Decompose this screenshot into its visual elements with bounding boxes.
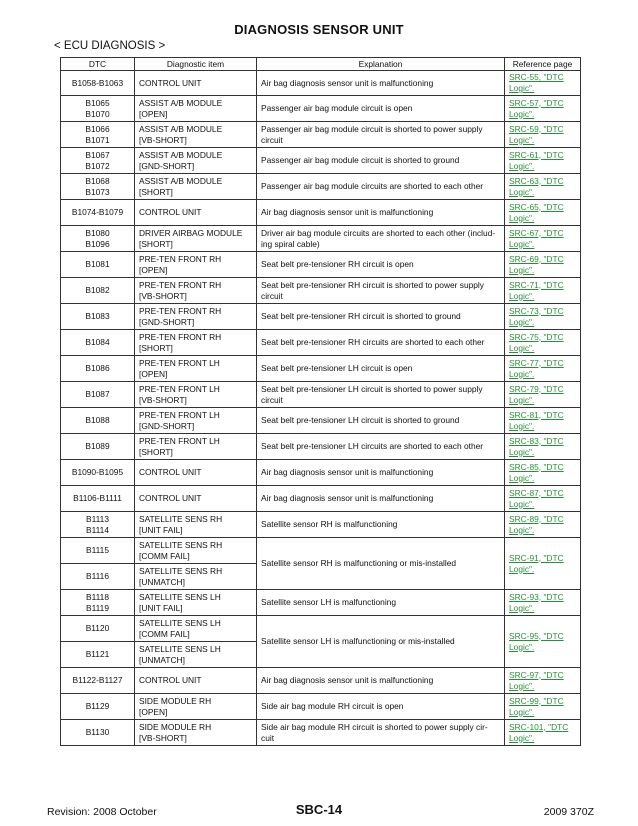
reference-link-cell[interactable] (505, 330, 581, 356)
diagnostic-item-cell (135, 174, 257, 200)
diagnostic-item-cell-line: CONTROL UNIT (139, 675, 202, 685)
explanation-cell (257, 538, 505, 590)
diagnostic-item-cell-line: ASSIST A/B MODULE (139, 175, 223, 186)
diagnostic-item-cell-line: ASSIST A/B MODULE (139, 149, 223, 160)
reference-link-cell[interactable] (505, 226, 581, 252)
diagnostic-item-cell-line: [GND-SHORT] (139, 160, 195, 171)
explanation-cell-line: ing spiral cable) (261, 238, 320, 249)
diagnostic-item-cell (135, 720, 257, 746)
explanation-cell-line: Side air bag module RH circuit is open (261, 701, 404, 711)
reference-link[interactable]: SRC-77, "DTC (509, 357, 564, 368)
explanation-cell-line: Satellite sensor LH is malfunctioning (261, 597, 396, 607)
table-row (61, 122, 581, 148)
reference-link[interactable]: Logic". (509, 264, 535, 275)
reference-link[interactable]: SRC-101, "DTC (509, 721, 569, 732)
footer-model: 2009 370Z (543, 806, 594, 818)
explanation-cell-line: Passenger air bag module circuit is shorted to ground (261, 155, 460, 165)
reference-link-cell[interactable] (505, 148, 581, 174)
explanation-cell-line: Air bag diagnosis sensor unit is malfunctioning (261, 467, 434, 477)
diagnostic-item-cell (135, 408, 257, 434)
reference-link[interactable]: Logic". (509, 680, 535, 691)
dtc-cell-line: B1071 (85, 134, 110, 145)
table-row (61, 538, 581, 564)
dtc-cell-line: B1121 (85, 649, 110, 659)
reference-link[interactable]: SRC-65, "DTC (509, 201, 564, 212)
footer-revision: Revision: 2008 October (47, 806, 157, 818)
diagnostic-item-cell (135, 538, 257, 564)
dtc-cell-line: B1067 (85, 149, 110, 160)
diagnostic-item-cell (135, 200, 257, 226)
dtc-cell (61, 148, 135, 174)
explanation-cell-line: Seat belt pre-tensioner RH circuit is shorted to power supply (261, 279, 484, 290)
dtc-cell (61, 252, 135, 278)
reference-link[interactable]: Logic". (509, 641, 535, 652)
table-row (61, 226, 581, 252)
reference-link[interactable]: Logic". (509, 83, 535, 93)
dtc-cell-line: B1122-B1127 (72, 675, 123, 685)
diagnostic-item-cell-line: CONTROL UNIT (139, 207, 202, 217)
dtc-cell (61, 330, 135, 356)
dtc-cell (61, 486, 135, 512)
diagnostic-item-cell (135, 278, 257, 304)
reference-link[interactable]: Logic". (509, 706, 535, 717)
reference-link-cell[interactable] (505, 486, 581, 512)
explanation-cell (257, 694, 505, 720)
dtc-cell-line: B1086 (85, 363, 110, 373)
reference-link[interactable]: Logic". (509, 420, 535, 431)
reference-link-cell[interactable] (505, 512, 581, 538)
reference-link[interactable]: SRC-89, "DTC (509, 513, 564, 524)
reference-link[interactable]: Logic". (509, 394, 535, 405)
diagnostic-item-cell-line: PRE-TEN FRONT RH (139, 305, 222, 316)
reference-link[interactable]: SRC-95, "DTC (509, 630, 564, 641)
reference-link[interactable]: SRC-83, "DTC (509, 435, 564, 446)
reference-link[interactable]: Logic". (509, 212, 535, 223)
reference-link[interactable]: Logic". (509, 186, 535, 197)
explanation-cell-line: circuit (261, 394, 283, 405)
explanation-cell (257, 226, 505, 252)
explanation-cell-line: Air bag diagnosis sensor unit is malfunctioning (261, 77, 434, 88)
diagnostic-item-cell-line: CONTROL UNIT (139, 77, 202, 88)
dtc-cell (61, 720, 135, 746)
dtc-cell-line: B1080 (85, 227, 110, 238)
reference-link-cell[interactable] (505, 71, 581, 96)
reference-link[interactable]: Logic". (509, 290, 535, 301)
explanation-cell (257, 148, 505, 174)
dtc-cell (61, 174, 135, 200)
explanation-cell-line: circuit (261, 290, 283, 301)
dtc-cell (61, 356, 135, 382)
table-row (61, 382, 581, 408)
reference-link[interactable]: SRC-75, "DTC (509, 331, 564, 342)
diagnostic-item-cell-line: [SHORT] (139, 342, 173, 353)
reference-link[interactable]: SRC-97, "DTC (509, 669, 564, 680)
dtc-cell-line: B1088 (85, 415, 110, 425)
dtc-cell-line: B1116 (86, 571, 109, 581)
diagnostic-item-cell-line: [SHORT] (139, 186, 173, 197)
dtc-cell (61, 122, 135, 148)
diagnostic-item-cell-line: [SHORT] (139, 238, 173, 249)
diagnostic-item-cell (135, 564, 257, 590)
reference-link-cell[interactable] (505, 278, 581, 304)
diagnostic-item-cell-line: SATELLITE SENS RH (139, 539, 223, 550)
reference-link[interactable]: SRC-79, "DTC (509, 383, 564, 394)
table-row (61, 460, 581, 486)
reference-link[interactable]: SRC-73, "DTC (509, 305, 564, 316)
diagnostic-item-cell (135, 330, 257, 356)
reference-link-cell[interactable] (505, 434, 581, 460)
header-dtc: DTC (61, 58, 135, 71)
diagnostic-item-cell-line: [GND-SHORT] (139, 316, 195, 327)
explanation-cell (257, 512, 505, 538)
diagnostic-item-cell-line: [SHORT] (139, 446, 173, 457)
dtc-cell-line: B1084 (85, 337, 110, 347)
reference-link[interactable]: SRC-67, "DTC (509, 227, 564, 238)
diagnostic-item-cell-line: PRE-TEN FRONT RH (139, 331, 222, 342)
explanation-cell (257, 96, 505, 122)
explanation-cell-line: Seat belt pre-tensioner LH circuit is open (261, 363, 413, 373)
reference-link[interactable]: Logic". (509, 108, 535, 119)
explanation-cell-line: Satellite sensor RH is malfunctioning or mis-installed (261, 558, 457, 568)
table-row (61, 668, 581, 694)
table-row (61, 96, 581, 122)
reference-link[interactable]: SRC-93, "DTC (509, 591, 564, 602)
dtc-cell-line: B1087 (85, 389, 110, 399)
reference-link-cell[interactable] (505, 304, 581, 330)
diagnostic-item-cell (135, 71, 257, 96)
dtc-cell-line: B1114 (86, 524, 109, 535)
dtc-cell-line: B1081 (85, 259, 110, 269)
dtc-cell-line: B1072 (85, 160, 110, 171)
dtc-cell-line: B1089 (85, 441, 110, 451)
reference-link[interactable]: SRC-61, "DTC (509, 149, 564, 160)
header-explanation: Explanation (257, 58, 505, 71)
dtc-cell (61, 382, 135, 408)
table-row (61, 486, 581, 512)
explanation-cell (257, 590, 505, 616)
dtc-cell (61, 408, 135, 434)
table-row (61, 252, 581, 278)
explanation-cell (257, 71, 505, 96)
dtc-cell-line: B1083 (85, 311, 110, 321)
explanation-cell (257, 304, 505, 330)
table-row (61, 71, 581, 96)
diagnostic-item-cell-line: SATELLITE SENS LH (139, 643, 221, 654)
diagnostic-item-cell-line: PRE-TEN FRONT LH (139, 383, 220, 394)
dtc-cell (61, 96, 135, 122)
diagnostic-item-cell-line: SATELLITE SENS LH (139, 591, 221, 602)
explanation-cell (257, 200, 505, 226)
diagnostic-item-cell (135, 616, 257, 642)
diagnostic-item-cell-line: PRE-TEN FRONT RH (139, 253, 222, 264)
diagnostic-item-cell-line: [VB-SHORT] (139, 290, 187, 301)
dtc-cell-line: B1130 (85, 727, 110, 737)
section-label: < ECU DIAGNOSIS > (54, 40, 166, 52)
diagnostic-item-cell-line: [OPEN] (139, 706, 168, 717)
dtc-cell (61, 278, 135, 304)
diagnostic-item-cell (135, 304, 257, 330)
reference-link-cell[interactable] (505, 694, 581, 720)
diagnostic-item-cell (135, 460, 257, 486)
reference-link[interactable]: SRC-63, "DTC (509, 175, 564, 186)
explanation-cell (257, 278, 505, 304)
dtc-cell (61, 434, 135, 460)
diagnostic-item-cell-line: DRIVER AIRBAG MODULE (139, 227, 243, 238)
table-row (61, 512, 581, 538)
explanation-cell (257, 408, 505, 434)
diagnostic-item-cell-line: [GND-SHORT] (139, 420, 195, 431)
diagnostic-item-cell-line: [UNMATCH] (139, 576, 185, 587)
explanation-cell-line: Seat belt pre-tensioner LH circuit is shorted to power supply (261, 383, 483, 394)
explanation-cell (257, 668, 505, 694)
header-reference-page: Reference page (505, 58, 581, 71)
dtc-cell-line: B1066 (85, 123, 110, 134)
diagnostic-item-cell-line: SATELLITE SENS RH (139, 565, 223, 576)
table-row (61, 148, 581, 174)
explanation-cell-line: cuit (261, 732, 275, 743)
diagnostic-item-cell-line: [VB-SHORT] (139, 732, 187, 743)
diagnostic-item-cell-line: [COMM FAIL] (139, 628, 190, 639)
reference-link[interactable]: Logic". (509, 160, 535, 171)
explanation-cell-line: Air bag diagnosis sensor unit is malfunctioning (261, 675, 434, 685)
diagnostic-item-cell-line: SATELLITE SENS RH (139, 513, 223, 524)
dtc-cell (61, 616, 135, 642)
explanation-cell-line: Air bag diagnosis sensor unit is malfunctioning (261, 207, 434, 217)
diagnostic-item-cell (135, 434, 257, 460)
diagnostic-item-cell (135, 642, 257, 668)
dtc-cell (61, 226, 135, 252)
reference-link[interactable]: Logic". (509, 368, 535, 379)
reference-link-cell[interactable] (505, 616, 581, 668)
table-row (61, 356, 581, 382)
dtc-cell-line: B1120 (85, 623, 110, 633)
table-row (61, 616, 581, 642)
table-row (61, 174, 581, 200)
reference-link[interactable]: SRC-81, "DTC (509, 409, 564, 420)
explanation-cell (257, 486, 505, 512)
dtc-cell-line: B1082 (85, 285, 110, 295)
header-diagnostic-item: Diagnostic item (135, 58, 257, 71)
diagnostic-item-cell-line: PRE-TEN FRONT LH (139, 357, 220, 368)
table-row (61, 590, 581, 616)
diagnostic-item-cell-line: SIDE MODULE RH (139, 721, 212, 732)
diagnostic-item-cell-line: [OPEN] (139, 368, 168, 379)
reference-link[interactable]: Logic". (509, 238, 535, 249)
diagnostic-item-cell-line: CONTROL UNIT (139, 493, 202, 503)
explanation-cell-line: Passenger air bag module circuit is open (261, 103, 413, 113)
reference-link[interactable]: Logic". (509, 446, 535, 457)
diagnostic-item-cell (135, 252, 257, 278)
reference-link[interactable]: SRC-59, "DTC (509, 123, 564, 134)
dtc-cell (61, 304, 135, 330)
reference-link-cell[interactable] (505, 408, 581, 434)
reference-link-cell[interactable] (505, 720, 581, 746)
reference-link-cell[interactable] (505, 200, 581, 226)
reference-link[interactable]: Logic". (509, 342, 535, 353)
diagnostic-item-cell (135, 382, 257, 408)
reference-link[interactable]: Logic". (509, 524, 535, 535)
table-header-row (61, 58, 581, 71)
dtc-cell-line: B1090-B1095 (71, 467, 124, 477)
table-row (61, 330, 581, 356)
diagnostic-item-cell-line: [OPEN] (139, 264, 168, 275)
dtc-cell (61, 564, 135, 590)
dtc-cell-line: B1068 (85, 175, 110, 186)
dtc-cell-line: B1065 (85, 97, 110, 108)
explanation-cell-line: Passenger air bag module circuits are shorted to each other (261, 181, 484, 191)
explanation-cell-line: Seat belt pre-tensioner LH circuit is shorted to ground (261, 415, 460, 425)
explanation-cell (257, 356, 505, 382)
dtc-cell (61, 668, 135, 694)
dtc-cell (61, 460, 135, 486)
diagnostic-item-cell (135, 512, 257, 538)
table-row (61, 434, 581, 460)
dtc-cell (61, 590, 135, 616)
dtc-cell (61, 538, 135, 564)
dtc-cell (61, 694, 135, 720)
dtc-cell-line: B1113 (86, 513, 109, 524)
explanation-cell (257, 382, 505, 408)
explanation-cell (257, 174, 505, 200)
diagnostic-item-cell (135, 668, 257, 694)
explanation-cell-line: Air bag diagnosis sensor unit is malfunctioning (261, 493, 434, 503)
diagnostic-item-cell-line: [UNIT FAIL] (139, 524, 183, 535)
dtc-cell-line: B1058-B1063 (71, 77, 124, 88)
table-row (61, 408, 581, 434)
dtc-cell-line: B1096 (85, 238, 110, 249)
diagnostic-item-cell (135, 590, 257, 616)
explanation-cell (257, 330, 505, 356)
diagnostic-item-cell-line: [VB-SHORT] (139, 394, 187, 405)
table-row (61, 278, 581, 304)
explanation-cell (257, 434, 505, 460)
reference-link[interactable]: SRC-57, "DTC (509, 97, 564, 108)
diagnostic-item-cell-line: SIDE MODULE RH (139, 695, 212, 706)
dtc-cell-line: B1115 (86, 545, 109, 555)
reference-link-cell[interactable] (505, 96, 581, 122)
reference-link[interactable]: SRC-69, "DTC (509, 253, 564, 264)
explanation-cell (257, 122, 505, 148)
diagnostic-item-cell-line: SATELLITE SENS LH (139, 617, 221, 628)
diagnostic-item-cell-line: PRE-TEN FRONT RH (139, 279, 222, 290)
diagnostic-item-cell-line: ASSIST A/B MODULE (139, 123, 223, 134)
table-row (61, 304, 581, 330)
explanation-cell-line: Seat belt pre-tensioner RH circuits are shorted to each other (261, 337, 485, 347)
reference-link-cell[interactable] (505, 356, 581, 382)
dtc-cell (61, 71, 135, 96)
explanation-cell-line: Seat belt pre-tensioner LH circuits are shorted to each other (261, 441, 484, 451)
dtc-cell-line: B1073 (85, 186, 110, 197)
diagnostic-item-cell (135, 148, 257, 174)
explanation-cell-line: Satellite sensor LH is malfunctioning or mis-installed (261, 636, 455, 646)
diagnostic-item-cell-line: PRE-TEN FRONT LH (139, 409, 220, 420)
reference-link[interactable]: SRC-87, "DTC (509, 487, 564, 498)
explanation-cell-line: circuit (261, 134, 283, 145)
dtc-cell-line: B1106-B1111 (73, 493, 122, 503)
reference-link-cell[interactable] (505, 460, 581, 486)
diagnostic-item-cell (135, 122, 257, 148)
diagnostic-item-cell-line: CONTROL UNIT (139, 467, 202, 477)
explanation-cell-line: Seat belt pre-tensioner RH circuit is shorted to ground (261, 311, 461, 321)
diagnostic-item-cell-line: [UNIT FAIL] (139, 602, 183, 613)
diagnostic-item-cell-line: [VB-SHORT] (139, 134, 187, 145)
dtc-table (60, 57, 581, 746)
reference-link-cell[interactable] (505, 538, 581, 590)
explanation-cell-line: Passenger air bag module circuit is shorted to power supply (261, 123, 483, 134)
explanation-cell (257, 460, 505, 486)
dtc-cell-line: B1070 (85, 108, 110, 119)
diagnostic-item-cell (135, 694, 257, 720)
explanation-cell-line: Driver air bag module circuits are shorted to each other (includ- (261, 227, 496, 238)
reference-link[interactable]: SRC-85, "DTC (509, 461, 564, 472)
dtc-cell (61, 642, 135, 668)
dtc-cell-line: B1074-B1079 (71, 207, 124, 217)
explanation-cell (257, 720, 505, 746)
diagnostic-item-cell-line: ASSIST A/B MODULE (139, 97, 223, 108)
reference-link[interactable]: Logic". (509, 602, 535, 613)
reference-link[interactable]: Logic". (509, 563, 535, 574)
reference-link[interactable]: SRC-71, "DTC (509, 279, 564, 290)
table-row (61, 720, 581, 746)
diagnostic-item-cell-line: PRE-TEN FRONT LH (139, 435, 220, 446)
table-row (61, 200, 581, 226)
diagnostic-item-cell (135, 96, 257, 122)
reference-link[interactable]: Logic". (509, 134, 535, 145)
reference-link-cell[interactable] (505, 174, 581, 200)
diagnostic-item-cell-line: [OPEN] (139, 108, 168, 119)
reference-link[interactable]: SRC-91, "DTC (509, 552, 564, 563)
page-title: DIAGNOSIS SENSOR UNIT (234, 22, 404, 37)
explanation-cell-line: Seat belt pre-tensioner RH circuit is open (261, 259, 414, 269)
diagnostic-item-cell (135, 356, 257, 382)
explanation-cell (257, 616, 505, 668)
diagnostic-item-cell-line: [UNMATCH] (139, 654, 185, 665)
dtc-cell-line: B1119 (86, 602, 109, 613)
explanation-cell-line: Satellite sensor RH is malfunctioning (261, 519, 398, 529)
dtc-cell-line: B1118 (86, 591, 109, 602)
dtc-cell (61, 200, 135, 226)
diagnostic-item-cell-line: [COMM FAIL] (139, 550, 190, 561)
table-row (61, 694, 581, 720)
footer-page-number: SBC-14 (295, 802, 343, 817)
reference-link[interactable]: SRC-55, "DTC (509, 72, 564, 82)
reference-link-cell[interactable] (505, 382, 581, 408)
reference-link[interactable]: Logic". (509, 316, 535, 327)
explanation-cell-line: Side air bag module RH circuit is shorted to power supply cir- (261, 721, 488, 732)
reference-link[interactable]: Logic". (509, 498, 535, 509)
reference-link-cell[interactable] (505, 668, 581, 694)
diagnostic-item-cell (135, 486, 257, 512)
reference-link[interactable]: Logic". (509, 472, 535, 483)
reference-link-cell[interactable] (505, 122, 581, 148)
reference-link[interactable]: SRC-99, "DTC (509, 695, 564, 706)
reference-link-cell[interactable] (505, 590, 581, 616)
reference-link-cell[interactable] (505, 252, 581, 278)
dtc-cell-line: B1129 (85, 701, 110, 711)
dtc-cell (61, 512, 135, 538)
explanation-cell (257, 252, 505, 278)
diagnostic-item-cell (135, 226, 257, 252)
reference-link[interactable]: Logic". (509, 732, 535, 743)
